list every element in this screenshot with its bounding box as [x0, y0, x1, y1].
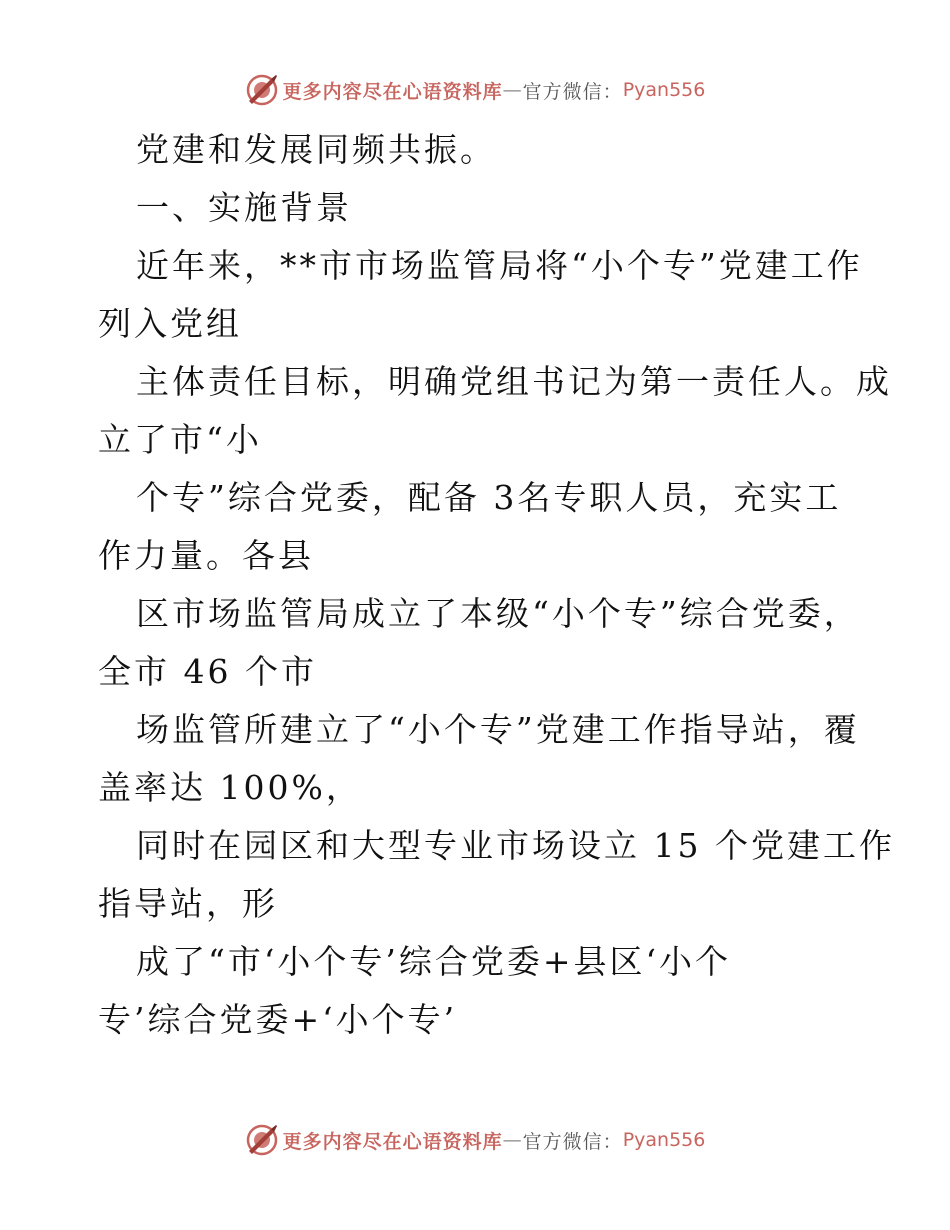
pen-logo-icon [245, 73, 279, 107]
banner-main-text: 更多内容尽在心语资料库 [282, 80, 503, 103]
banner-wechat-id: Pyan556 [622, 79, 706, 101]
header-watermark-banner [0, 70, 950, 110]
body-line: 同时在园区和大型专业市场设立 15 个党建工作 [136, 826, 895, 865]
section-heading: 一、实施背景 [136, 188, 352, 227]
body-line: 列入党组 [98, 304, 242, 343]
body-line: 专’综合党委+‘小个专’ [98, 1000, 458, 1039]
body-line: 成了“市‘小个专’综合党委+县区‘小个 [136, 942, 731, 981]
body-line: 作力量。各县 [98, 536, 314, 575]
body-line: 主体责任目标，明确党组书记为第一责任人。成 [136, 362, 892, 401]
body-line: 区市场监管局成立了本级“小个专”综合党委， [136, 594, 860, 633]
body-line: 场监管所建立了“小个专”党建工作指导站，覆 [136, 710, 860, 749]
pen-logo-icon [245, 1123, 279, 1157]
body-line: 盖率达 100%， [98, 768, 362, 807]
body-line: 近年来，**市市场监管局将“小个专”党建工作 [136, 246, 863, 285]
body-line: 党建和发展同频共振。 [136, 130, 496, 169]
banner-wechat-label: 官方微信： [522, 1130, 623, 1153]
body-line: 指导站，形 [98, 884, 278, 923]
body-line: 个专”综合党委，配备 3名专职人员，充实工 [136, 478, 842, 517]
banner-separator: — [502, 1129, 523, 1151]
banner-wechat-label: 官方微信： [522, 80, 623, 103]
footer-watermark-banner [0, 1120, 950, 1160]
body-line: 立了市“小 [98, 420, 262, 459]
body-line: 全市 46 个市 [98, 652, 317, 691]
banner-separator: — [502, 79, 523, 101]
banner-wechat-id: Pyan556 [622, 1129, 706, 1151]
banner-main-text: 更多内容尽在心语资料库 [282, 1130, 503, 1153]
